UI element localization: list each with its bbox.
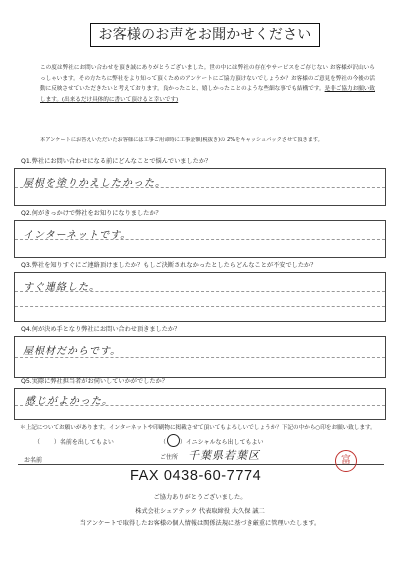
answer-5-text: 感じがよかった。 [25, 396, 113, 407]
permission-option-2[interactable]: （ ）イニシャルなら出してもよい [160, 439, 264, 446]
question-3-label: Q3.弊社を知りすぐにご連絡頂けましたか？もしご決断されなかったとしたらどんなことが不安でしたか？ [21, 262, 317, 269]
intro-text: この度は弊社にお問い合わせを頂き誠にありがとうございました。世の中には弊社の存在やサービスをご存じない お客様が沢山いらっしゃいます。その方たちに弊社をより知って頂くためのアンケートにご協力頂けないでしょうか？お客様のご意見を弊社の今後の活動に反映させていただきたいと考えております。良かったこと、嬉しかったことのような些細な事でも結構です。 [40, 65, 375, 92]
question-1-label: Q1.弊社にお問い合わせになる前にどんなことで悩んでいましたか？ [21, 158, 212, 165]
privacy-notice: 当アンケートで取得したお客様の個人情報は関係法規に基づき厳重に管理いたします。 [79, 520, 321, 527]
signature-line [18, 464, 384, 465]
answer-2-text: インターネットです。 [23, 230, 132, 241]
intro-request: 是非ご協力お願い致します。(出来るだけ具体的に書いて頂けると幸いです) [40, 86, 375, 103]
answer-box-5[interactable] [14, 388, 386, 420]
question-4-label: Q4.何が決め手となり弊社にお問い合わせ頂きましたか？ [21, 326, 181, 333]
selected-circle-icon [167, 434, 180, 447]
answer-1-text: 屋根を塗りかえしたかった。 [23, 178, 166, 189]
address-value: 千葉県若葉区 [188, 449, 260, 462]
intro-paragraph [40, 63, 375, 105]
permission-option-1[interactable]: （ ）名前を出してもよい [34, 439, 114, 446]
company-name: 株式会社シェアテック 代表取締役 大久保 誠二 [135, 508, 265, 515]
question-2-label: Q2.何がきっかけで弊社をお知りになりましたか？ [21, 210, 162, 217]
answer-box-3[interactable] [14, 272, 386, 322]
question-5-label: Q5.実際に弊社担当者がお伺いしていかがでしたか？ [21, 378, 168, 385]
answer-line [15, 357, 385, 358]
fax-number: FAX 0438-60-7774 [130, 468, 262, 484]
seal-stamp-icon: 富 [335, 450, 357, 472]
answer-box-1[interactable] [14, 168, 386, 206]
permission-request: ＊上記についてお願いがあります。インターネットや印刷物に掲載させて頂いてもよろしいでしょうか？下記の中から○印をお願い致します。 [20, 425, 376, 431]
answer-box-4[interactable] [14, 336, 386, 378]
answer-3-text: すぐ連絡した。 [23, 282, 100, 293]
thanks-text: ご協力ありがとうございました。 [153, 494, 247, 501]
answer-box-2[interactable] [14, 220, 386, 258]
answer-4-text: 屋根材だからです。 [23, 346, 122, 357]
address-label: ご住所 [160, 454, 179, 461]
cashback-note: 本アンケートにお答えいただいたお客様には工事ご用命時に工事金額(税抜き)の 2%をキャッシュバックさせて頂きます。 [40, 137, 323, 143]
name-label: お名前 [24, 457, 43, 464]
survey-title: お客様のお声をお聞かせください [90, 23, 320, 47]
answer-line [15, 306, 385, 307]
